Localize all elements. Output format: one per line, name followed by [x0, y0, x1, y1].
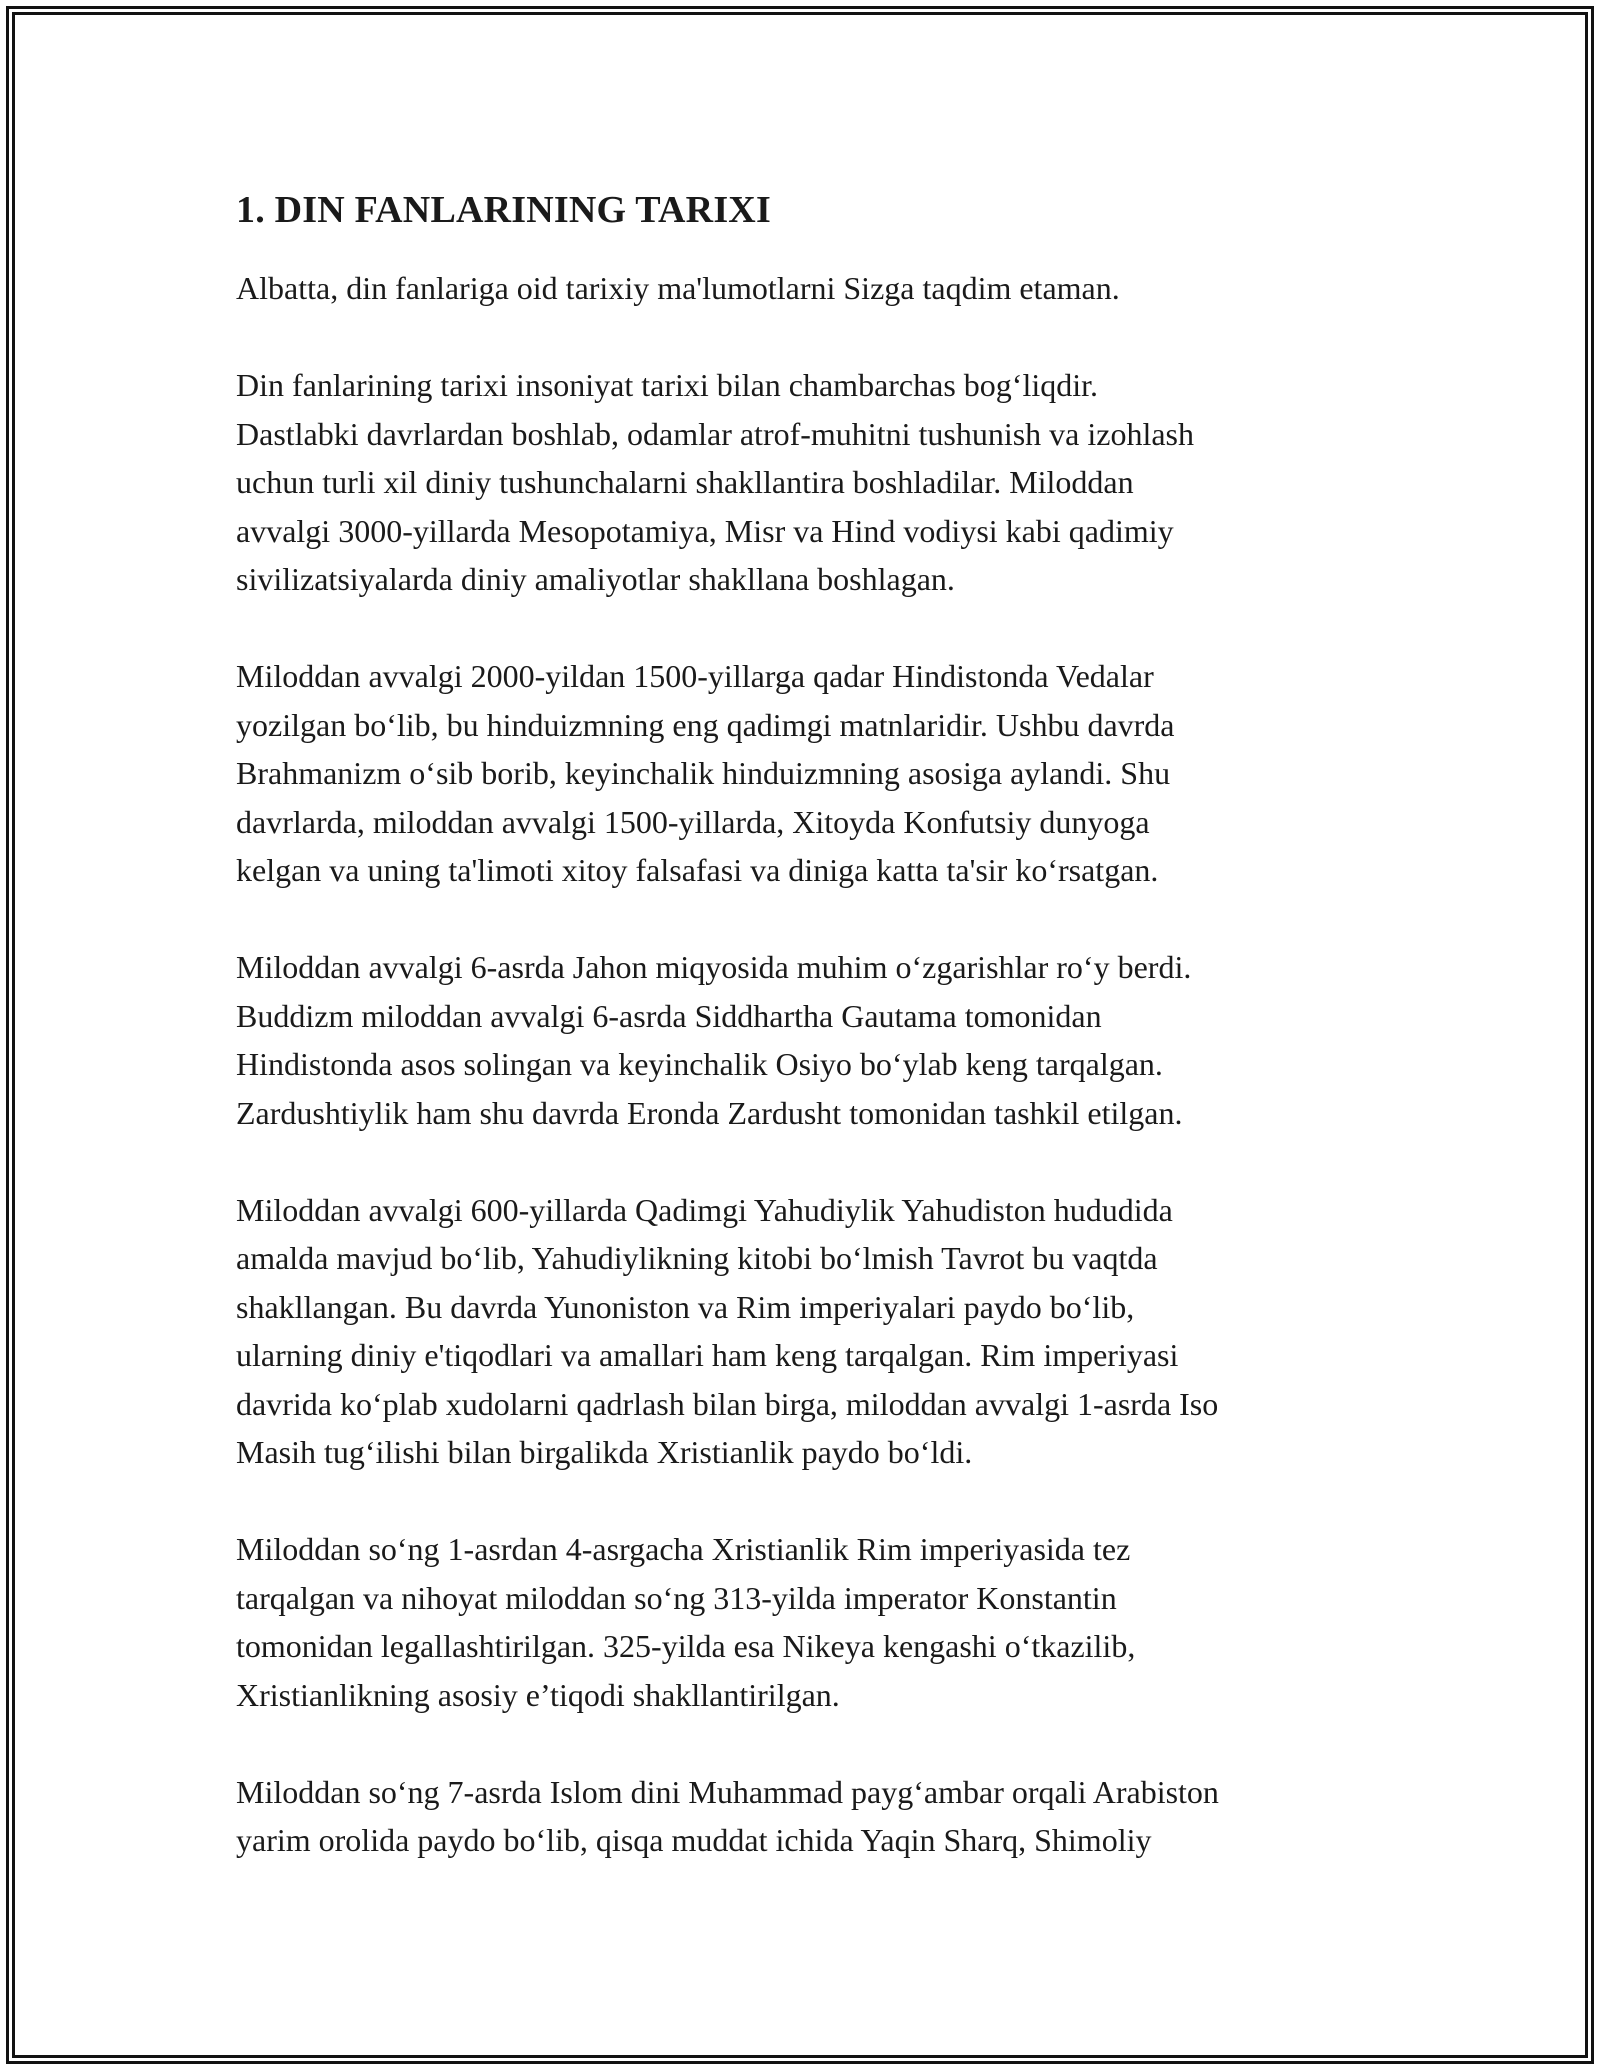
body-paragraph [236, 361, 1386, 604]
paragraph-line: Din fanlarining tarixi insoniyat tarixi bilan chambarchas bog‘liqdir. [236, 367, 1098, 403]
intro-paragraph [236, 264, 1386, 313]
body-paragraph [236, 1186, 1386, 1477]
body-paragraph [236, 1525, 1386, 1719]
paragraph-line: ularning diniy e'tiqodlari va amallari ham keng tarqalgan. Rim imperiyasi [236, 1337, 1179, 1373]
paragraph-line: Miloddan avvalgi 2000-yildan 1500-yillarga qadar Hindistonda Vedalar [236, 658, 1154, 694]
paragraph-line: Miloddan so‘ng 1-asrdan 4-asrgacha Xristianlik Rim imperiyasida tez [236, 1531, 1131, 1567]
paragraph-line: Buddizm miloddan avvalgi 6-asrda Siddhartha Gautama tomonidan [236, 997, 1102, 1034]
document-body [236, 186, 1386, 1913]
body-paragraph [236, 1768, 1386, 1865]
paragraph-line: davrida ko‘plab xudolarni qadrlash bilan birga, miloddan avvalgi 1-asrda Iso [236, 1385, 1219, 1422]
paragraph-line: Dastlabki davrlardan boshlab, odamlar atrof-muhitni tushunish va izohlash [236, 415, 1194, 452]
body-paragraph [236, 943, 1386, 1137]
paragraph-line: davrlarda, miloddan avvalgi 1500-yillarda, Xitoyda Konfutsiy dunyoga [236, 803, 1150, 840]
paragraph-line: Brahmanizm o‘sib borib, keyinchalik hinduizmning asosiga aylandi. Shu [236, 755, 1171, 791]
paragraph-line: Masih tug‘ilishi bilan birgalikda Xristianlik paydo bo‘ldi. [236, 1434, 973, 1470]
paragraph-line: tomonidan legallashtirilgan. 325-yilda esa Nikeya kengashi o‘tkazilib, [236, 1628, 1136, 1664]
paragraph-line: sivilizatsiyalarda diniy amaliyotlar shakllana boshlagan. [236, 561, 955, 597]
paragraph-line: uchun turli xil diniy tushunchalarni shakllantira boshladilar. Miloddan [236, 464, 1134, 500]
paragraph-list [236, 361, 1386, 1865]
paragraph-line: yozilgan bo‘lib, bu hinduizmning eng qadimgi matnlaridir. Ushbu davrda [236, 706, 1175, 743]
paragraph-line: Miloddan avvalgi 6-asrda Jahon miqyosida muhim o‘zgarishlar ro‘y berdi. [236, 949, 1192, 985]
paragraph-line: Xristianlikning asosiy e’tiqodi shakllantirilgan. [236, 1676, 840, 1713]
paragraph-line: avvalgi 3000-yillarda Mesopotamiya, Misr va Hind vodiysi kabi qadimiy [236, 512, 1174, 549]
paragraph-line: Zardushtiylik ham shu davrda Eronda Zardusht tomonidan tashkil etilgan. [236, 1094, 1183, 1131]
paragraph-line: yarim orolida paydo bo‘lib, qisqa muddat ichida Yaqin Sharq, Shimoliy [236, 1822, 1152, 1858]
paragraph-line: shakllangan. Bu davrda Yunoniston va Rim imperiyalari paydo bo‘lib, [236, 1288, 1135, 1325]
body-paragraph [236, 652, 1386, 895]
paragraph-line: tarqalgan va nihoyat miloddan so‘ng 313-yilda imperator Konstantin [236, 1579, 1117, 1616]
intro-line: Albatta, din fanlariga oid tarixiy ma'lumotlarni Sizga taqdim etaman. [236, 270, 1120, 306]
paragraph-line: Miloddan avvalgi 600-yillarda Qadimgi Yahudiylik Yahudiston hududida [236, 1191, 1173, 1228]
paragraph-line: amalda mavjud bo‘lib, Yahudiylikning kitobi bo‘lmish Tavrot bu vaqtda [236, 1240, 1158, 1276]
paragraph-line: Hindistonda asos solingan va keyinchalik Osiyo bo‘ylab keng tarqalgan. [236, 1046, 1163, 1082]
paragraph-line: kelgan va uning ta'limoti xitoy falsafasi va diniga katta ta'sir ko‘rsatgan. [236, 852, 1159, 888]
section-heading: 1. DIN FANLARINING TARIXI [236, 189, 771, 231]
paragraph-line: Miloddan so‘ng 7-asrda Islom dini Muhammad payg‘ambar orqali Arabiston [236, 1773, 1219, 1810]
